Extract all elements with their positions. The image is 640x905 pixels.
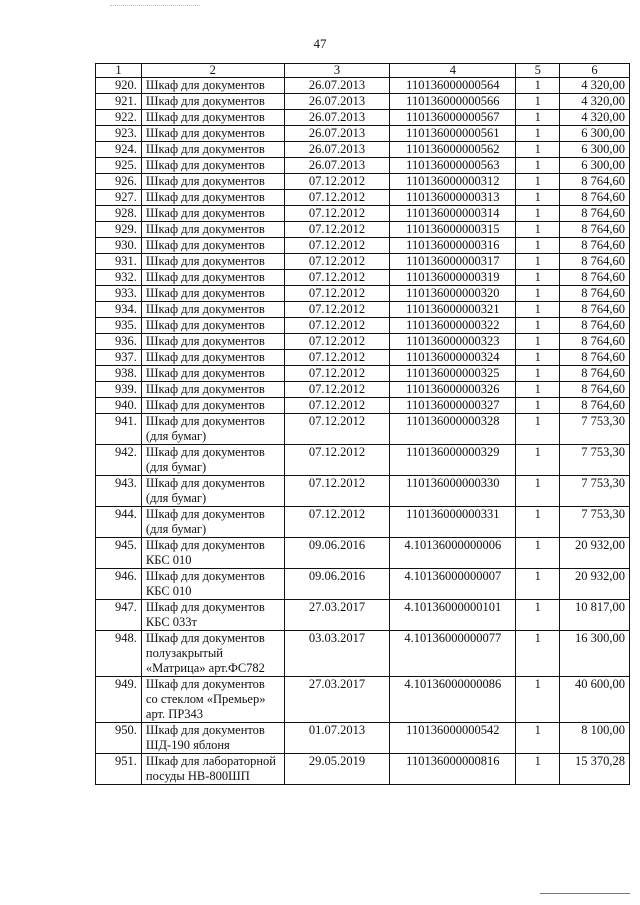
cost-cell: 8 764,60 — [560, 302, 630, 318]
inventory-code-cell: 110136000000325 — [390, 366, 516, 382]
item-name-cell: Шкаф для документов — [141, 334, 284, 350]
item-name-cell: Шкаф для лабораторной посуды НВ-800ШП — [141, 754, 284, 785]
inventory-code-cell: 4.10136000000006 — [390, 538, 516, 569]
row-number-cell: 930. — [96, 238, 142, 254]
date-cell: 07.12.2012 — [284, 350, 390, 366]
cost-cell: 4 320,00 — [560, 78, 630, 94]
row-number-cell: 931. — [96, 254, 142, 270]
row-number-cell: 934. — [96, 302, 142, 318]
inventory-code-cell: 110136000000317 — [390, 254, 516, 270]
inventory-code-cell: 110136000000313 — [390, 190, 516, 206]
item-name-cell: Шкаф для документов — [141, 318, 284, 334]
row-number-cell: 941. — [96, 414, 142, 445]
date-cell: 07.12.2012 — [284, 318, 390, 334]
table-row — [96, 507, 630, 538]
item-name-cell: Шкаф для документов — [141, 222, 284, 238]
date-cell: 07.12.2012 — [284, 366, 390, 382]
item-name-cell: Шкаф для документов — [141, 302, 284, 318]
date-cell: 07.12.2012 — [284, 398, 390, 414]
row-number-cell: 946. — [96, 569, 142, 600]
row-number-cell: 935. — [96, 318, 142, 334]
table-row — [96, 631, 630, 677]
row-number-cell: 929. — [96, 222, 142, 238]
page-number: 47 — [313, 36, 327, 51]
date-cell: 07.12.2012 — [284, 334, 390, 350]
date-cell: 09.06.2016 — [284, 538, 390, 569]
quantity-cell: 1 — [516, 723, 560, 754]
item-name-cell: Шкаф для документов полузакрытый «Матрица» арт.ФС782 — [141, 631, 284, 677]
quantity-cell: 1 — [516, 302, 560, 318]
row-number-cell: 924. — [96, 142, 142, 158]
table-row — [96, 538, 630, 569]
table-row — [96, 126, 630, 142]
inventory-code-cell: 110136000000323 — [390, 334, 516, 350]
date-cell: 27.03.2017 — [284, 600, 390, 631]
inventory-code-cell: 110136000000566 — [390, 94, 516, 110]
table-row — [96, 254, 630, 270]
quantity-cell: 1 — [516, 631, 560, 677]
item-name-cell: Шкаф для документов — [141, 254, 284, 270]
table-row — [96, 318, 630, 334]
date-cell: 07.12.2012 — [284, 445, 390, 476]
table-row — [96, 677, 630, 723]
cost-cell: 4 320,00 — [560, 94, 630, 110]
table-row — [96, 754, 630, 785]
quantity-cell: 1 — [516, 507, 560, 538]
inventory-code-cell: 110136000000329 — [390, 445, 516, 476]
quantity-cell: 1 — [516, 677, 560, 723]
inventory-code-cell: 110136000000816 — [390, 754, 516, 785]
date-cell: 07.12.2012 — [284, 222, 390, 238]
cost-cell: 8 764,60 — [560, 270, 630, 286]
cost-cell: 8 764,60 — [560, 382, 630, 398]
cost-cell: 16 300,00 — [560, 631, 630, 677]
quantity-cell: 1 — [516, 382, 560, 398]
inventory-code-cell: 4.10136000000101 — [390, 600, 516, 631]
quantity-cell: 1 — [516, 398, 560, 414]
inventory-code-cell: 110136000000327 — [390, 398, 516, 414]
table-row — [96, 94, 630, 110]
item-name-cell: Шкаф для документов — [141, 382, 284, 398]
quantity-cell: 1 — [516, 366, 560, 382]
item-name-cell: Шкаф для документов — [141, 286, 284, 302]
table-row — [96, 190, 630, 206]
date-cell: 26.07.2013 — [284, 78, 390, 94]
cost-cell: 8 764,60 — [560, 190, 630, 206]
cost-cell: 20 932,00 — [560, 569, 630, 600]
table-row — [96, 174, 630, 190]
quantity-cell: 1 — [516, 334, 560, 350]
scan-artifact — [110, 0, 200, 6]
quantity-cell: 1 — [516, 110, 560, 126]
quantity-cell: 1 — [516, 754, 560, 785]
cost-cell: 8 764,60 — [560, 366, 630, 382]
row-number-cell: 942. — [96, 445, 142, 476]
item-name-cell: Шкаф для документов ШД-190 яблоня — [141, 723, 284, 754]
date-cell: 07.12.2012 — [284, 507, 390, 538]
cost-cell: 8 764,60 — [560, 238, 630, 254]
cost-cell: 6 300,00 — [560, 158, 630, 174]
inventory-code-cell: 110136000000320 — [390, 286, 516, 302]
table-row — [96, 142, 630, 158]
table-row — [96, 270, 630, 286]
cost-cell: 8 764,60 — [560, 318, 630, 334]
cost-cell: 6 300,00 — [560, 142, 630, 158]
item-name-cell: Шкаф для документов (для бумаг) — [141, 507, 284, 538]
row-number-cell: 944. — [96, 507, 142, 538]
cost-cell: 8 764,60 — [560, 286, 630, 302]
inventory-code-cell: 110136000000561 — [390, 126, 516, 142]
inventory-code-cell: 110136000000314 — [390, 206, 516, 222]
row-number-cell: 945. — [96, 538, 142, 569]
item-name-cell: Шкаф для документов (для бумаг) — [141, 445, 284, 476]
inventory-code-cell: 110136000000328 — [390, 414, 516, 445]
cost-cell: 15 370,28 — [560, 754, 630, 785]
row-number-cell: 950. — [96, 723, 142, 754]
table-row — [96, 445, 630, 476]
table-row — [96, 366, 630, 382]
inventory-code-cell: 110136000000322 — [390, 318, 516, 334]
quantity-cell: 1 — [516, 206, 560, 222]
inventory-code-cell: 4.10136000000007 — [390, 569, 516, 600]
footer-rule — [540, 893, 630, 894]
inventory-code-cell: 110136000000324 — [390, 350, 516, 366]
cost-cell: 7 753,30 — [560, 507, 630, 538]
item-name-cell: Шкаф для документов — [141, 190, 284, 206]
inventory-code-cell: 4.10136000000086 — [390, 677, 516, 723]
item-name-cell: Шкаф для документов (для бумаг) — [141, 414, 284, 445]
row-number-cell: 932. — [96, 270, 142, 286]
column-header: 1 — [96, 64, 142, 78]
quantity-cell: 1 — [516, 94, 560, 110]
table-row — [96, 334, 630, 350]
date-cell: 07.12.2012 — [284, 270, 390, 286]
row-number-cell: 933. — [96, 286, 142, 302]
inventory-code-cell: 110136000000564 — [390, 78, 516, 94]
item-name-cell: Шкаф для документов — [141, 350, 284, 366]
quantity-cell: 1 — [516, 254, 560, 270]
date-cell: 07.12.2012 — [284, 206, 390, 222]
row-number-cell: 939. — [96, 382, 142, 398]
row-number-cell: 947. — [96, 600, 142, 631]
quantity-cell: 1 — [516, 238, 560, 254]
cost-cell: 8 764,60 — [560, 174, 630, 190]
table-row — [96, 414, 630, 445]
cost-cell: 8 764,60 — [560, 222, 630, 238]
date-cell: 26.07.2013 — [284, 126, 390, 142]
row-number-cell: 943. — [96, 476, 142, 507]
item-name-cell: Шкаф для документов — [141, 174, 284, 190]
item-name-cell: Шкаф для документов — [141, 206, 284, 222]
cost-cell: 40 600,00 — [560, 677, 630, 723]
row-number-cell: 938. — [96, 366, 142, 382]
quantity-cell: 1 — [516, 222, 560, 238]
quantity-cell: 1 — [516, 414, 560, 445]
item-name-cell: Шкаф для документов — [141, 94, 284, 110]
table-row — [96, 350, 630, 366]
row-number-cell: 921. — [96, 94, 142, 110]
date-cell: 07.12.2012 — [284, 302, 390, 318]
inventory-code-cell: 4.10136000000077 — [390, 631, 516, 677]
item-name-cell: Шкаф для документов — [141, 110, 284, 126]
item-name-cell: Шкаф для документов — [141, 270, 284, 286]
item-name-cell: Шкаф для документов — [141, 238, 284, 254]
date-cell: 07.12.2012 — [284, 414, 390, 445]
inventory-code-cell: 110136000000562 — [390, 142, 516, 158]
quantity-cell: 1 — [516, 190, 560, 206]
table-row — [96, 222, 630, 238]
cost-cell: 7 753,30 — [560, 414, 630, 445]
date-cell: 07.12.2012 — [284, 476, 390, 507]
inventory-code-cell: 110136000000331 — [390, 507, 516, 538]
date-cell: 07.12.2012 — [284, 174, 390, 190]
row-number-cell: 923. — [96, 126, 142, 142]
cost-cell: 7 753,30 — [560, 476, 630, 507]
cost-cell: 7 753,30 — [560, 445, 630, 476]
table-row — [96, 398, 630, 414]
date-cell: 26.07.2013 — [284, 110, 390, 126]
cost-cell: 6 300,00 — [560, 126, 630, 142]
column-header: 3 — [284, 64, 390, 78]
quantity-cell: 1 — [516, 350, 560, 366]
column-header: 5 — [516, 64, 560, 78]
table-row — [96, 476, 630, 507]
date-cell: 26.07.2013 — [284, 142, 390, 158]
table-row — [96, 600, 630, 631]
item-name-cell: Шкаф для документов КБС 010 — [141, 569, 284, 600]
cost-cell: 8 764,60 — [560, 398, 630, 414]
inventory-code-cell: 110136000000330 — [390, 476, 516, 507]
row-number-cell: 937. — [96, 350, 142, 366]
cost-cell: 8 764,60 — [560, 350, 630, 366]
row-number-cell: 925. — [96, 158, 142, 174]
date-cell: 07.12.2012 — [284, 382, 390, 398]
item-name-cell: Шкаф для документов — [141, 78, 284, 94]
row-number-cell: 927. — [96, 190, 142, 206]
column-header: 2 — [141, 64, 284, 78]
date-cell: 07.12.2012 — [284, 254, 390, 270]
row-number-cell: 928. — [96, 206, 142, 222]
item-name-cell: Шкаф для документов — [141, 398, 284, 414]
column-header: 6 — [560, 64, 630, 78]
inventory-code-cell: 110136000000326 — [390, 382, 516, 398]
date-cell: 27.03.2017 — [284, 677, 390, 723]
date-cell: 26.07.2013 — [284, 94, 390, 110]
quantity-cell: 1 — [516, 142, 560, 158]
date-cell: 07.12.2012 — [284, 286, 390, 302]
inventory-code-cell: 110136000000312 — [390, 174, 516, 190]
inventory-code-cell: 110136000000319 — [390, 270, 516, 286]
row-number-cell: 920. — [96, 78, 142, 94]
table-header-row — [96, 64, 630, 78]
date-cell: 07.12.2012 — [284, 190, 390, 206]
table-row — [96, 382, 630, 398]
row-number-cell: 951. — [96, 754, 142, 785]
quantity-cell: 1 — [516, 158, 560, 174]
date-cell: 29.05.2019 — [284, 754, 390, 785]
date-cell: 07.12.2012 — [284, 238, 390, 254]
cost-cell: 8 764,60 — [560, 206, 630, 222]
row-number-cell: 922. — [96, 110, 142, 126]
quantity-cell: 1 — [516, 126, 560, 142]
quantity-cell: 1 — [516, 174, 560, 190]
quantity-cell: 1 — [516, 569, 560, 600]
cost-cell: 20 932,00 — [560, 538, 630, 569]
date-cell: 03.03.2017 — [284, 631, 390, 677]
quantity-cell: 1 — [516, 78, 560, 94]
table-body — [96, 78, 630, 785]
item-name-cell: Шкаф для документов — [141, 126, 284, 142]
table-row — [96, 206, 630, 222]
cost-cell: 8 764,60 — [560, 334, 630, 350]
item-name-cell: Шкаф для документов КБС 010 — [141, 538, 284, 569]
date-cell: 26.07.2013 — [284, 158, 390, 174]
inventory-code-cell: 110136000000321 — [390, 302, 516, 318]
quantity-cell: 1 — [516, 286, 560, 302]
quantity-cell: 1 — [516, 538, 560, 569]
item-name-cell: Шкаф для документов — [141, 366, 284, 382]
quantity-cell: 1 — [516, 270, 560, 286]
table-row — [96, 723, 630, 754]
row-number-cell: 940. — [96, 398, 142, 414]
row-number-cell: 948. — [96, 631, 142, 677]
inventory-code-cell: 110136000000542 — [390, 723, 516, 754]
table-row — [96, 286, 630, 302]
cost-cell: 8 764,60 — [560, 254, 630, 270]
inventory-code-cell: 110136000000563 — [390, 158, 516, 174]
column-header: 4 — [390, 64, 516, 78]
row-number-cell: 926. — [96, 174, 142, 190]
cost-cell: 4 320,00 — [560, 110, 630, 126]
table-row — [96, 302, 630, 318]
item-name-cell: Шкаф для документов — [141, 158, 284, 174]
inventory-code-cell: 110136000000316 — [390, 238, 516, 254]
quantity-cell: 1 — [516, 476, 560, 507]
table-row — [96, 110, 630, 126]
table-row — [96, 238, 630, 254]
row-number-cell: 949. — [96, 677, 142, 723]
quantity-cell: 1 — [516, 600, 560, 631]
table-row — [96, 569, 630, 600]
item-name-cell: Шкаф для документов КБС 033т — [141, 600, 284, 631]
date-cell: 09.06.2016 — [284, 569, 390, 600]
quantity-cell: 1 — [516, 445, 560, 476]
cost-cell: 8 100,00 — [560, 723, 630, 754]
inventory-code-cell: 110136000000567 — [390, 110, 516, 126]
table-row — [96, 78, 630, 94]
item-name-cell: Шкаф для документов (для бумаг) — [141, 476, 284, 507]
item-name-cell: Шкаф для документов со стеклом «Премьер» арт. ПР343 — [141, 677, 284, 723]
cost-cell: 10 817,00 — [560, 600, 630, 631]
row-number-cell: 936. — [96, 334, 142, 350]
date-cell: 01.07.2013 — [284, 723, 390, 754]
inventory-table — [95, 63, 630, 785]
item-name-cell: Шкаф для документов — [141, 142, 284, 158]
table-row — [96, 158, 630, 174]
quantity-cell: 1 — [516, 318, 560, 334]
inventory-code-cell: 110136000000315 — [390, 222, 516, 238]
